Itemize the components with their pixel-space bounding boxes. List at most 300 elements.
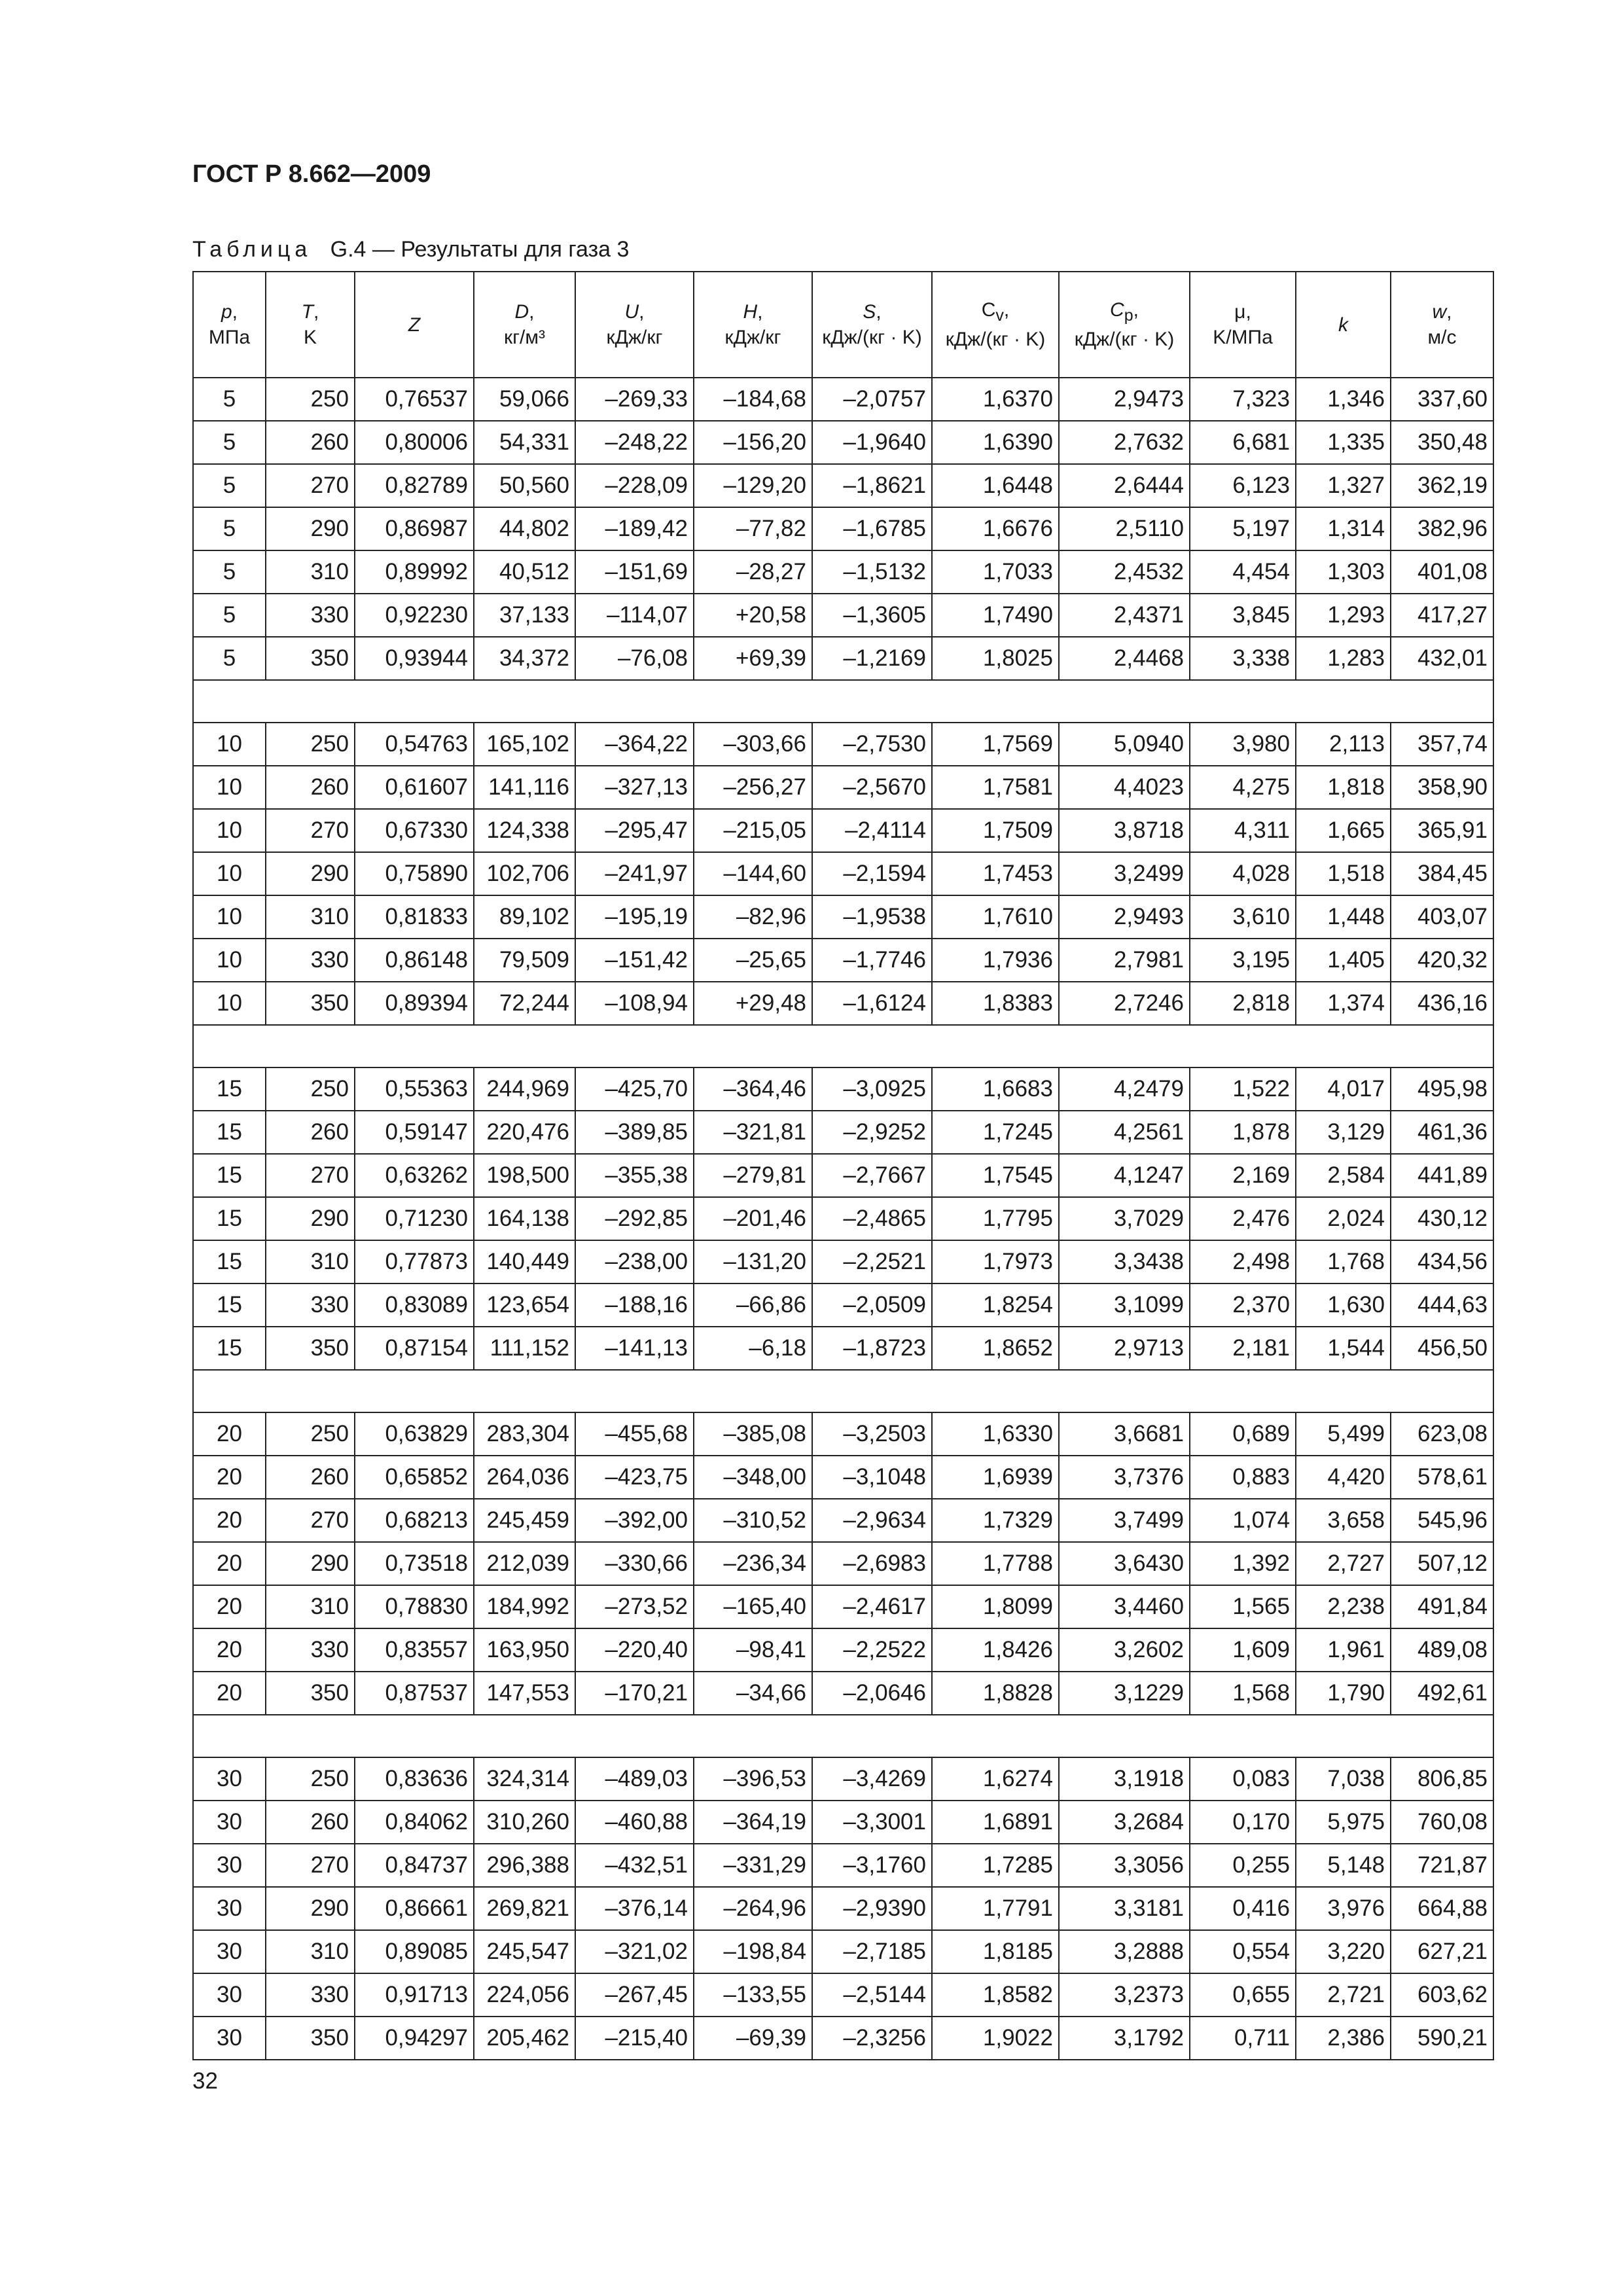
table-cell: –3,4269 xyxy=(812,1757,932,1801)
table-cell: +29,48 xyxy=(694,982,812,1025)
table-row xyxy=(193,1197,1493,1240)
table-cell: –330,66 xyxy=(575,1542,694,1585)
table-cell: –1,6124 xyxy=(812,982,932,1025)
table-cell: 337,60 xyxy=(1391,378,1493,421)
table-cell: 290 xyxy=(266,1197,355,1240)
table-cell: 0,91713 xyxy=(355,1973,474,2017)
table-cell: –1,8723 xyxy=(812,1327,932,1370)
table-row xyxy=(193,809,1493,852)
table-cell: 545,96 xyxy=(1391,1499,1493,1542)
table-cell: 330 xyxy=(266,939,355,982)
table-cell: 1,8099 xyxy=(932,1585,1059,1628)
table-cell: –273,52 xyxy=(575,1585,694,1628)
table-cell: 20 xyxy=(193,1672,266,1715)
table-cell: 491,84 xyxy=(1391,1585,1493,1628)
header-entropy: S, кДж/(кг · K) xyxy=(812,272,932,378)
table-cell: –28,27 xyxy=(694,550,812,594)
table-cell: –220,40 xyxy=(575,1628,694,1672)
table-cell: 1,665 xyxy=(1296,809,1391,852)
table-cell: 310 xyxy=(266,1240,355,1283)
table-cell: 1,6683 xyxy=(932,1067,1059,1111)
table-row xyxy=(193,1067,1493,1111)
table-cell: 3,658 xyxy=(1296,1499,1391,1542)
table-cell: 1,7490 xyxy=(932,594,1059,637)
table-cell: –66,86 xyxy=(694,1283,812,1327)
table-cell: 403,07 xyxy=(1391,895,1493,939)
table-cell: 250 xyxy=(266,1412,355,1456)
table-cell: –376,14 xyxy=(575,1887,694,1930)
table-cell: 3,2602 xyxy=(1059,1628,1190,1672)
table-row xyxy=(193,1499,1493,1542)
table-cell: 3,2888 xyxy=(1059,1930,1190,1973)
table-cell: 3,195 xyxy=(1190,939,1296,982)
table-cell: 37,133 xyxy=(474,594,575,637)
table-cell: 6,123 xyxy=(1190,464,1296,507)
table-cell: 2,7246 xyxy=(1059,982,1190,1025)
table-cell: 3,976 xyxy=(1296,1887,1391,1930)
table-cell: 30 xyxy=(193,1973,266,2017)
table-cell: 1,6891 xyxy=(932,1801,1059,1844)
table-cell: 6,681 xyxy=(1190,421,1296,464)
table-cell: 1,6330 xyxy=(932,1412,1059,1456)
header-density: D, кг/м³ xyxy=(474,272,575,378)
table-cell: –292,85 xyxy=(575,1197,694,1240)
table-cell: –364,19 xyxy=(694,1801,812,1844)
table-cell: 1,293 xyxy=(1296,594,1391,637)
table-cell: –2,4865 xyxy=(812,1197,932,1240)
table-cell: –238,00 xyxy=(575,1240,694,1283)
table-body xyxy=(193,378,1493,2060)
table-cell: 365,91 xyxy=(1391,809,1493,852)
table-cell: 270 xyxy=(266,1844,355,1887)
table-cell: 2,476 xyxy=(1190,1197,1296,1240)
table-cell: 3,1099 xyxy=(1059,1283,1190,1327)
table-cell: 2,7981 xyxy=(1059,939,1190,982)
table-cell: 1,7453 xyxy=(932,852,1059,895)
table-cell: 324,314 xyxy=(474,1757,575,1801)
table-cell: 0,80006 xyxy=(355,421,474,464)
table-cell: –256,27 xyxy=(694,766,812,809)
table-cell: –82,96 xyxy=(694,895,812,939)
table-row xyxy=(193,2017,1493,2060)
table-cell: 417,27 xyxy=(1391,594,1493,637)
table-cell: 401,08 xyxy=(1391,550,1493,594)
table-cell: –77,82 xyxy=(694,507,812,550)
table-cell: 34,372 xyxy=(474,637,575,680)
table-cell: 310 xyxy=(266,550,355,594)
table-cell: 3,6430 xyxy=(1059,1542,1190,1585)
table-cell: 20 xyxy=(193,1585,266,1628)
table-row xyxy=(193,1585,1493,1628)
table-cell: 492,61 xyxy=(1391,1672,1493,1715)
table-cell: 1,6939 xyxy=(932,1456,1059,1499)
table-cell: –215,05 xyxy=(694,809,812,852)
table-cell: 5,197 xyxy=(1190,507,1296,550)
table-cell: 3,8718 xyxy=(1059,809,1190,852)
table-cell: 0,55363 xyxy=(355,1067,474,1111)
table-cell: 760,08 xyxy=(1391,1801,1493,1844)
table-cell: 1,346 xyxy=(1296,378,1391,421)
table-cell: 2,4468 xyxy=(1059,637,1190,680)
table-cell: 20 xyxy=(193,1542,266,1585)
table-cell: 664,88 xyxy=(1391,1887,1493,1930)
table-cell: 0,61607 xyxy=(355,766,474,809)
header-cp: $C_p$, кДж/(кг · K) xyxy=(1059,272,1190,378)
table-cell: 260 xyxy=(266,766,355,809)
table-cell: 4,017 xyxy=(1296,1067,1391,1111)
header-compressibility: Z xyxy=(355,272,474,378)
table-cell: 384,45 xyxy=(1391,852,1493,895)
table-cell: 1,283 xyxy=(1296,637,1391,680)
table-cell: 1,6390 xyxy=(932,421,1059,464)
table-cell: –228,09 xyxy=(575,464,694,507)
table-cell: –248,22 xyxy=(575,421,694,464)
table-cell: 2,4532 xyxy=(1059,550,1190,594)
table-cell: –264,96 xyxy=(694,1887,812,1930)
header-internal-energy: U, кДж/кг xyxy=(575,272,694,378)
table-cell: 270 xyxy=(266,1154,355,1197)
caption-text: G.4 — Результаты для газа 3 xyxy=(330,237,630,262)
table-cell: 184,992 xyxy=(474,1585,575,1628)
table-cell: 1,544 xyxy=(1296,1327,1391,1370)
table-cell: 5 xyxy=(193,464,266,507)
table-cell: 50,560 xyxy=(474,464,575,507)
table-row xyxy=(193,1412,1493,1456)
table-cell: 0,83636 xyxy=(355,1757,474,1801)
table-cell: 1,327 xyxy=(1296,464,1391,507)
table-cell: 0,554 xyxy=(1190,1930,1296,1973)
table-row xyxy=(193,378,1493,421)
table-header-row xyxy=(193,272,1493,378)
table-cell: 40,512 xyxy=(474,550,575,594)
table-cell: 2,498 xyxy=(1190,1240,1296,1283)
table-cell: 3,129 xyxy=(1296,1111,1391,1154)
table-cell: 1,9022 xyxy=(932,2017,1059,2060)
table-cell: 2,9713 xyxy=(1059,1327,1190,1370)
table-cell: 245,547 xyxy=(474,1930,575,1973)
table-cell: 20 xyxy=(193,1456,266,1499)
table-cell: 165,102 xyxy=(474,723,575,766)
table-cell: 1,7610 xyxy=(932,895,1059,939)
table-row xyxy=(193,939,1493,982)
table-cell: –2,2521 xyxy=(812,1240,932,1283)
table-cell: 0,65852 xyxy=(355,1456,474,1499)
table-cell: 2,113 xyxy=(1296,723,1391,766)
table-cell: 0,92230 xyxy=(355,594,474,637)
table-cell: 350 xyxy=(266,637,355,680)
group-separator-row xyxy=(193,1025,1493,1067)
table-cell: 310 xyxy=(266,1930,355,1973)
table-cell: –144,60 xyxy=(694,852,812,895)
table-cell: 20 xyxy=(193,1628,266,1672)
table-cell: –389,85 xyxy=(575,1111,694,1154)
page-number: 32 xyxy=(192,2068,218,2094)
table-cell: 721,87 xyxy=(1391,1844,1493,1887)
table-row xyxy=(193,1930,1493,1973)
table-cell: 441,89 xyxy=(1391,1154,1493,1197)
table-row xyxy=(193,852,1493,895)
table-cell: 432,01 xyxy=(1391,637,1493,680)
table-cell: –3,1048 xyxy=(812,1456,932,1499)
table-cell: 1,7033 xyxy=(932,550,1059,594)
table-cell: –2,9390 xyxy=(812,1887,932,1930)
table-cell: 3,338 xyxy=(1190,637,1296,680)
table-cell: 15 xyxy=(193,1197,266,1240)
table-cell: 1,7569 xyxy=(932,723,1059,766)
table-cell: 250 xyxy=(266,1067,355,1111)
table-cell: 0,083 xyxy=(1190,1757,1296,1801)
table-cell: 1,518 xyxy=(1296,852,1391,895)
group-separator-row xyxy=(193,1715,1493,1757)
table-cell: 0,93944 xyxy=(355,637,474,680)
table-row xyxy=(193,1240,1493,1283)
table-cell: 54,331 xyxy=(474,421,575,464)
table-cell: 290 xyxy=(266,507,355,550)
table-cell: 578,61 xyxy=(1391,1456,1493,1499)
table-cell: 2,721 xyxy=(1296,1973,1391,2017)
table-cell: 1,448 xyxy=(1296,895,1391,939)
table-cell: 1,878 xyxy=(1190,1111,1296,1154)
table-cell: 5 xyxy=(193,637,266,680)
table-cell: 1,6448 xyxy=(932,464,1059,507)
table-cell: 0,89085 xyxy=(355,1930,474,1973)
table-cell: 30 xyxy=(193,1930,266,1973)
table-cell: 0,71230 xyxy=(355,1197,474,1240)
table-cell: 10 xyxy=(193,723,266,766)
table-cell: –364,22 xyxy=(575,723,694,766)
table-cell: –108,94 xyxy=(575,982,694,1025)
header-pressure: p, МПа xyxy=(193,272,266,378)
table-cell: 4,454 xyxy=(1190,550,1296,594)
table-cell: –184,68 xyxy=(694,378,812,421)
table-cell: 1,7245 xyxy=(932,1111,1059,1154)
table-cell: –2,6983 xyxy=(812,1542,932,1585)
table-row xyxy=(193,1757,1493,1801)
table-cell: 0,73518 xyxy=(355,1542,474,1585)
table-cell: –310,52 xyxy=(694,1499,812,1542)
table-cell: 1,8254 xyxy=(932,1283,1059,1327)
table-cell: 4,1247 xyxy=(1059,1154,1190,1197)
table-cell: 220,476 xyxy=(474,1111,575,1154)
table-cell: 0,82789 xyxy=(355,464,474,507)
header-cv: $C_v$, кДж/(кг · K) xyxy=(932,272,1059,378)
table-cell: –348,00 xyxy=(694,1456,812,1499)
table-cell: –2,4114 xyxy=(812,809,932,852)
table-cell: 1,303 xyxy=(1296,550,1391,594)
table-cell: 260 xyxy=(266,1111,355,1154)
table-cell: 0,83089 xyxy=(355,1283,474,1327)
table-cell: 163,950 xyxy=(474,1628,575,1672)
table-cell: –392,00 xyxy=(575,1499,694,1542)
table-cell: 358,90 xyxy=(1391,766,1493,809)
table-row xyxy=(193,1672,1493,1715)
table-cell: –2,7530 xyxy=(812,723,932,766)
table-row xyxy=(193,1283,1493,1327)
table-row xyxy=(193,1887,1493,1930)
table-cell: 330 xyxy=(266,1628,355,1672)
table-cell: 4,311 xyxy=(1190,809,1296,852)
table-cell: 1,392 xyxy=(1190,1542,1296,1585)
table-cell: 1,8828 xyxy=(932,1672,1059,1715)
table-cell: –303,66 xyxy=(694,723,812,766)
table-cell: 1,074 xyxy=(1190,1499,1296,1542)
table-cell: 1,7329 xyxy=(932,1499,1059,1542)
table-cell: 15 xyxy=(193,1240,266,1283)
table-cell: 5,148 xyxy=(1296,1844,1391,1887)
table-cell: 290 xyxy=(266,1542,355,1585)
table-row xyxy=(193,464,1493,507)
table-cell: 1,790 xyxy=(1296,1672,1391,1715)
table-cell: –2,0757 xyxy=(812,378,932,421)
table-cell: 212,039 xyxy=(474,1542,575,1585)
table-cell: 2,727 xyxy=(1296,1542,1391,1585)
table-cell: 4,2479 xyxy=(1059,1067,1190,1111)
table-cell: 3,3056 xyxy=(1059,1844,1190,1887)
table-cell: 72,244 xyxy=(474,982,575,1025)
table-cell: 296,388 xyxy=(474,1844,575,1887)
table-cell: 4,420 xyxy=(1296,1456,1391,1499)
table-cell: 3,7499 xyxy=(1059,1499,1190,1542)
table-cell: 1,609 xyxy=(1190,1628,1296,1672)
table-cell: 3,845 xyxy=(1190,594,1296,637)
table-cell: –156,20 xyxy=(694,421,812,464)
table-cell: 3,220 xyxy=(1296,1930,1391,1973)
table-cell: 15 xyxy=(193,1067,266,1111)
table-cell: –34,66 xyxy=(694,1672,812,1715)
table-cell: 330 xyxy=(266,1973,355,2017)
table-row xyxy=(193,637,1493,680)
table-cell: 15 xyxy=(193,1327,266,1370)
table-cell: 1,768 xyxy=(1296,1240,1391,1283)
table-cell: 0,86987 xyxy=(355,507,474,550)
table-row xyxy=(193,1327,1493,1370)
table-cell: 260 xyxy=(266,1801,355,1844)
table-row xyxy=(193,1542,1493,1585)
header-isentropic-exponent: k xyxy=(1296,272,1391,378)
table-cell: 4,275 xyxy=(1190,766,1296,809)
table-cell: –3,1760 xyxy=(812,1844,932,1887)
table-cell: 0,87154 xyxy=(355,1327,474,1370)
table-cell: –489,03 xyxy=(575,1757,694,1801)
table-cell: 1,7509 xyxy=(932,809,1059,852)
table-cell: –1,8621 xyxy=(812,464,932,507)
table-cell: 0,416 xyxy=(1190,1887,1296,1930)
header-enthalpy: H, кДж/кг xyxy=(694,272,812,378)
table-cell: 1,8185 xyxy=(932,1930,1059,1973)
table-cell: –269,33 xyxy=(575,378,694,421)
table-cell: 461,36 xyxy=(1391,1111,1493,1154)
table-cell: 264,036 xyxy=(474,1456,575,1499)
table-cell: 310,260 xyxy=(474,1801,575,1844)
table-cell: 20 xyxy=(193,1412,266,1456)
table-cell: –76,08 xyxy=(575,637,694,680)
table-cell: 5,499 xyxy=(1296,1412,1391,1456)
table-cell: 147,553 xyxy=(474,1672,575,1715)
table-cell: –3,3001 xyxy=(812,1801,932,1844)
table-cell: 270 xyxy=(266,809,355,852)
table-cell: 1,6676 xyxy=(932,507,1059,550)
document-code-header: ГОСТ Р 8.662—2009 xyxy=(192,160,431,188)
table-cell: –385,08 xyxy=(694,1412,812,1456)
header-temperature: T, K xyxy=(266,272,355,378)
table-cell: 290 xyxy=(266,852,355,895)
separator-cell xyxy=(193,1715,1493,1757)
table-cell: 111,152 xyxy=(474,1327,575,1370)
table-row xyxy=(193,1628,1493,1672)
table-row xyxy=(193,766,1493,809)
table-cell: –98,41 xyxy=(694,1628,812,1672)
table-cell: 0,78830 xyxy=(355,1585,474,1628)
table-cell: –423,75 xyxy=(575,1456,694,1499)
table-cell: 2,7632 xyxy=(1059,421,1190,464)
table-cell: –114,07 xyxy=(575,594,694,637)
table-cell: 3,2499 xyxy=(1059,852,1190,895)
table-cell: 3,1229 xyxy=(1059,1672,1190,1715)
table-cell: 30 xyxy=(193,1844,266,1887)
table-cell: –189,42 xyxy=(575,507,694,550)
table-cell: 1,565 xyxy=(1190,1585,1296,1628)
table-cell: 102,706 xyxy=(474,852,575,895)
table-cell: –25,65 xyxy=(694,939,812,982)
table-cell: 0,67330 xyxy=(355,809,474,852)
table-cell: 0,54763 xyxy=(355,723,474,766)
table-cell: 350,48 xyxy=(1391,421,1493,464)
table-cell: 0,87537 xyxy=(355,1672,474,1715)
table-cell: 3,7029 xyxy=(1059,1197,1190,1240)
table-cell: 5 xyxy=(193,421,266,464)
table-cell: +20,58 xyxy=(694,594,812,637)
table-cell: 1,374 xyxy=(1296,982,1391,1025)
table-cell: –1,9538 xyxy=(812,895,932,939)
table-cell: 444,63 xyxy=(1391,1283,1493,1327)
table-cell: –295,47 xyxy=(575,809,694,852)
table-cell: 224,056 xyxy=(474,1973,575,2017)
table-cell: –321,81 xyxy=(694,1111,812,1154)
table-cell: 0,77873 xyxy=(355,1240,474,1283)
table-cell: 507,12 xyxy=(1391,1542,1493,1585)
separator-cell xyxy=(193,680,1493,723)
table-cell: 0,711 xyxy=(1190,2017,1296,2060)
table-cell: 79,509 xyxy=(474,939,575,982)
table-cell: 0,89394 xyxy=(355,982,474,1025)
table-cell: 10 xyxy=(193,982,266,1025)
table-row xyxy=(193,421,1493,464)
table-cell: –396,53 xyxy=(694,1757,812,1801)
table-cell: –69,39 xyxy=(694,2017,812,2060)
table-cell: 3,980 xyxy=(1190,723,1296,766)
table-cell: –1,7746 xyxy=(812,939,932,982)
table-cell: 1,8652 xyxy=(932,1327,1059,1370)
table-cell: –195,19 xyxy=(575,895,694,939)
table-cell: –331,29 xyxy=(694,1844,812,1887)
table-cell: 1,630 xyxy=(1296,1283,1391,1327)
table-cell: 1,8383 xyxy=(932,982,1059,1025)
table-cell: 1,7581 xyxy=(932,766,1059,809)
table-cell: –201,46 xyxy=(694,1197,812,1240)
table-cell: 10 xyxy=(193,809,266,852)
table-cell: –2,9634 xyxy=(812,1499,932,1542)
table-cell: –236,34 xyxy=(694,1542,812,1585)
table-cell: 15 xyxy=(193,1154,266,1197)
table-cell: –321,02 xyxy=(575,1930,694,1973)
caption-word: Таблица xyxy=(192,237,312,262)
table-cell: 489,08 xyxy=(1391,1628,1493,1672)
table-cell: –2,4617 xyxy=(812,1585,932,1628)
table-cell: –198,84 xyxy=(694,1930,812,1973)
table-cell: 0,89992 xyxy=(355,550,474,594)
table-cell: 270 xyxy=(266,464,355,507)
group-separator-row xyxy=(193,1370,1493,1412)
